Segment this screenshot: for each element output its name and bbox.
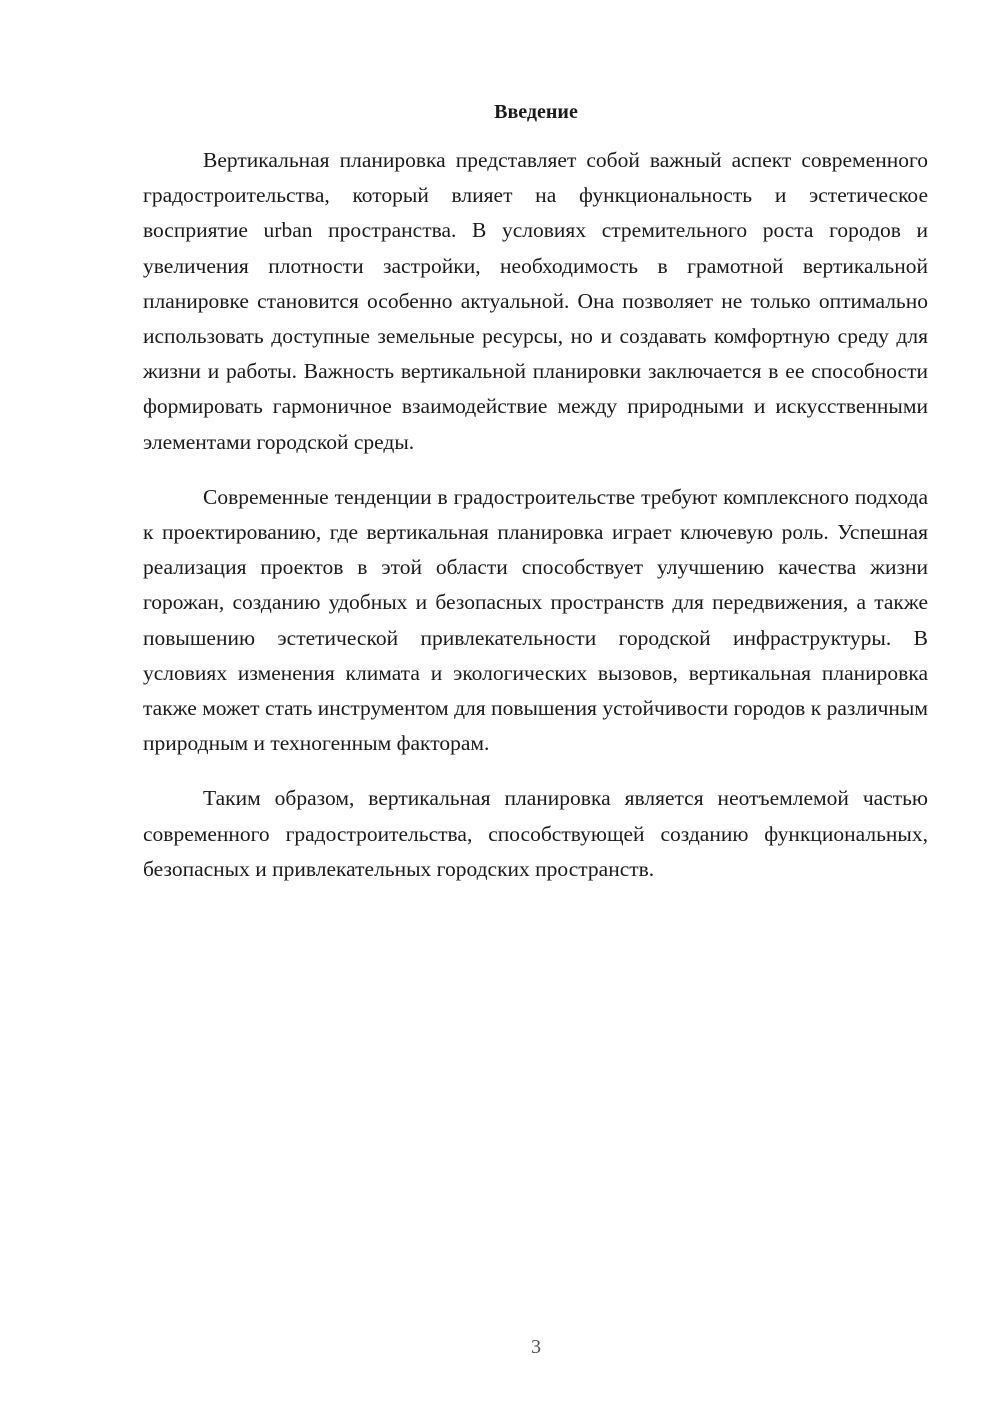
paragraph-3: Таким образом, вертикальная планировка является неотъемлемой частью современного градостроительства, способствующей созданию функциональных, безопасных и привлекательных городских пространств. — [143, 786, 928, 881]
body-text — [143, 143, 928, 907]
page-number: 3 — [531, 1336, 541, 1358]
section-heading: Введение — [494, 101, 578, 123]
paragraph-2: Современные тенденции в градостроительстве требуют комплексного подхода к проектированию, где вертикальная планировка играет ключевую роль. Успешная реализация проектов в этой области способствует улучшению качества жизни горожан, созданию удобных и безопасных пространств для передвижения, а также повышению эстетической привлекательности городской инфраструктуры. В условиях изменения климата и экологических вызовов, вертикальная планировка также может стать инструментом для повышения устойчивости городов к различным природным и техногенным факторам. — [143, 484, 928, 756]
paragraph-1: Вертикальная планировка представляет собой важный аспект современного градостроительства, который влияет на функциональность и эстетическое восприятие urban пространства. В условиях стремительного роста городов и увеличения плотности застройки, необходимость в грамотной вертикальной планировке становится особенно актуальной. Она позволяет не только оптимально использовать доступные земельные ресурсы, но и создавать комфортную среду для жизни и работы. Важность вертикальной планировки заключается в ее способности формировать гармоничное взаимодействие между природными и искусственными элементами городской среды. — [143, 148, 928, 454]
